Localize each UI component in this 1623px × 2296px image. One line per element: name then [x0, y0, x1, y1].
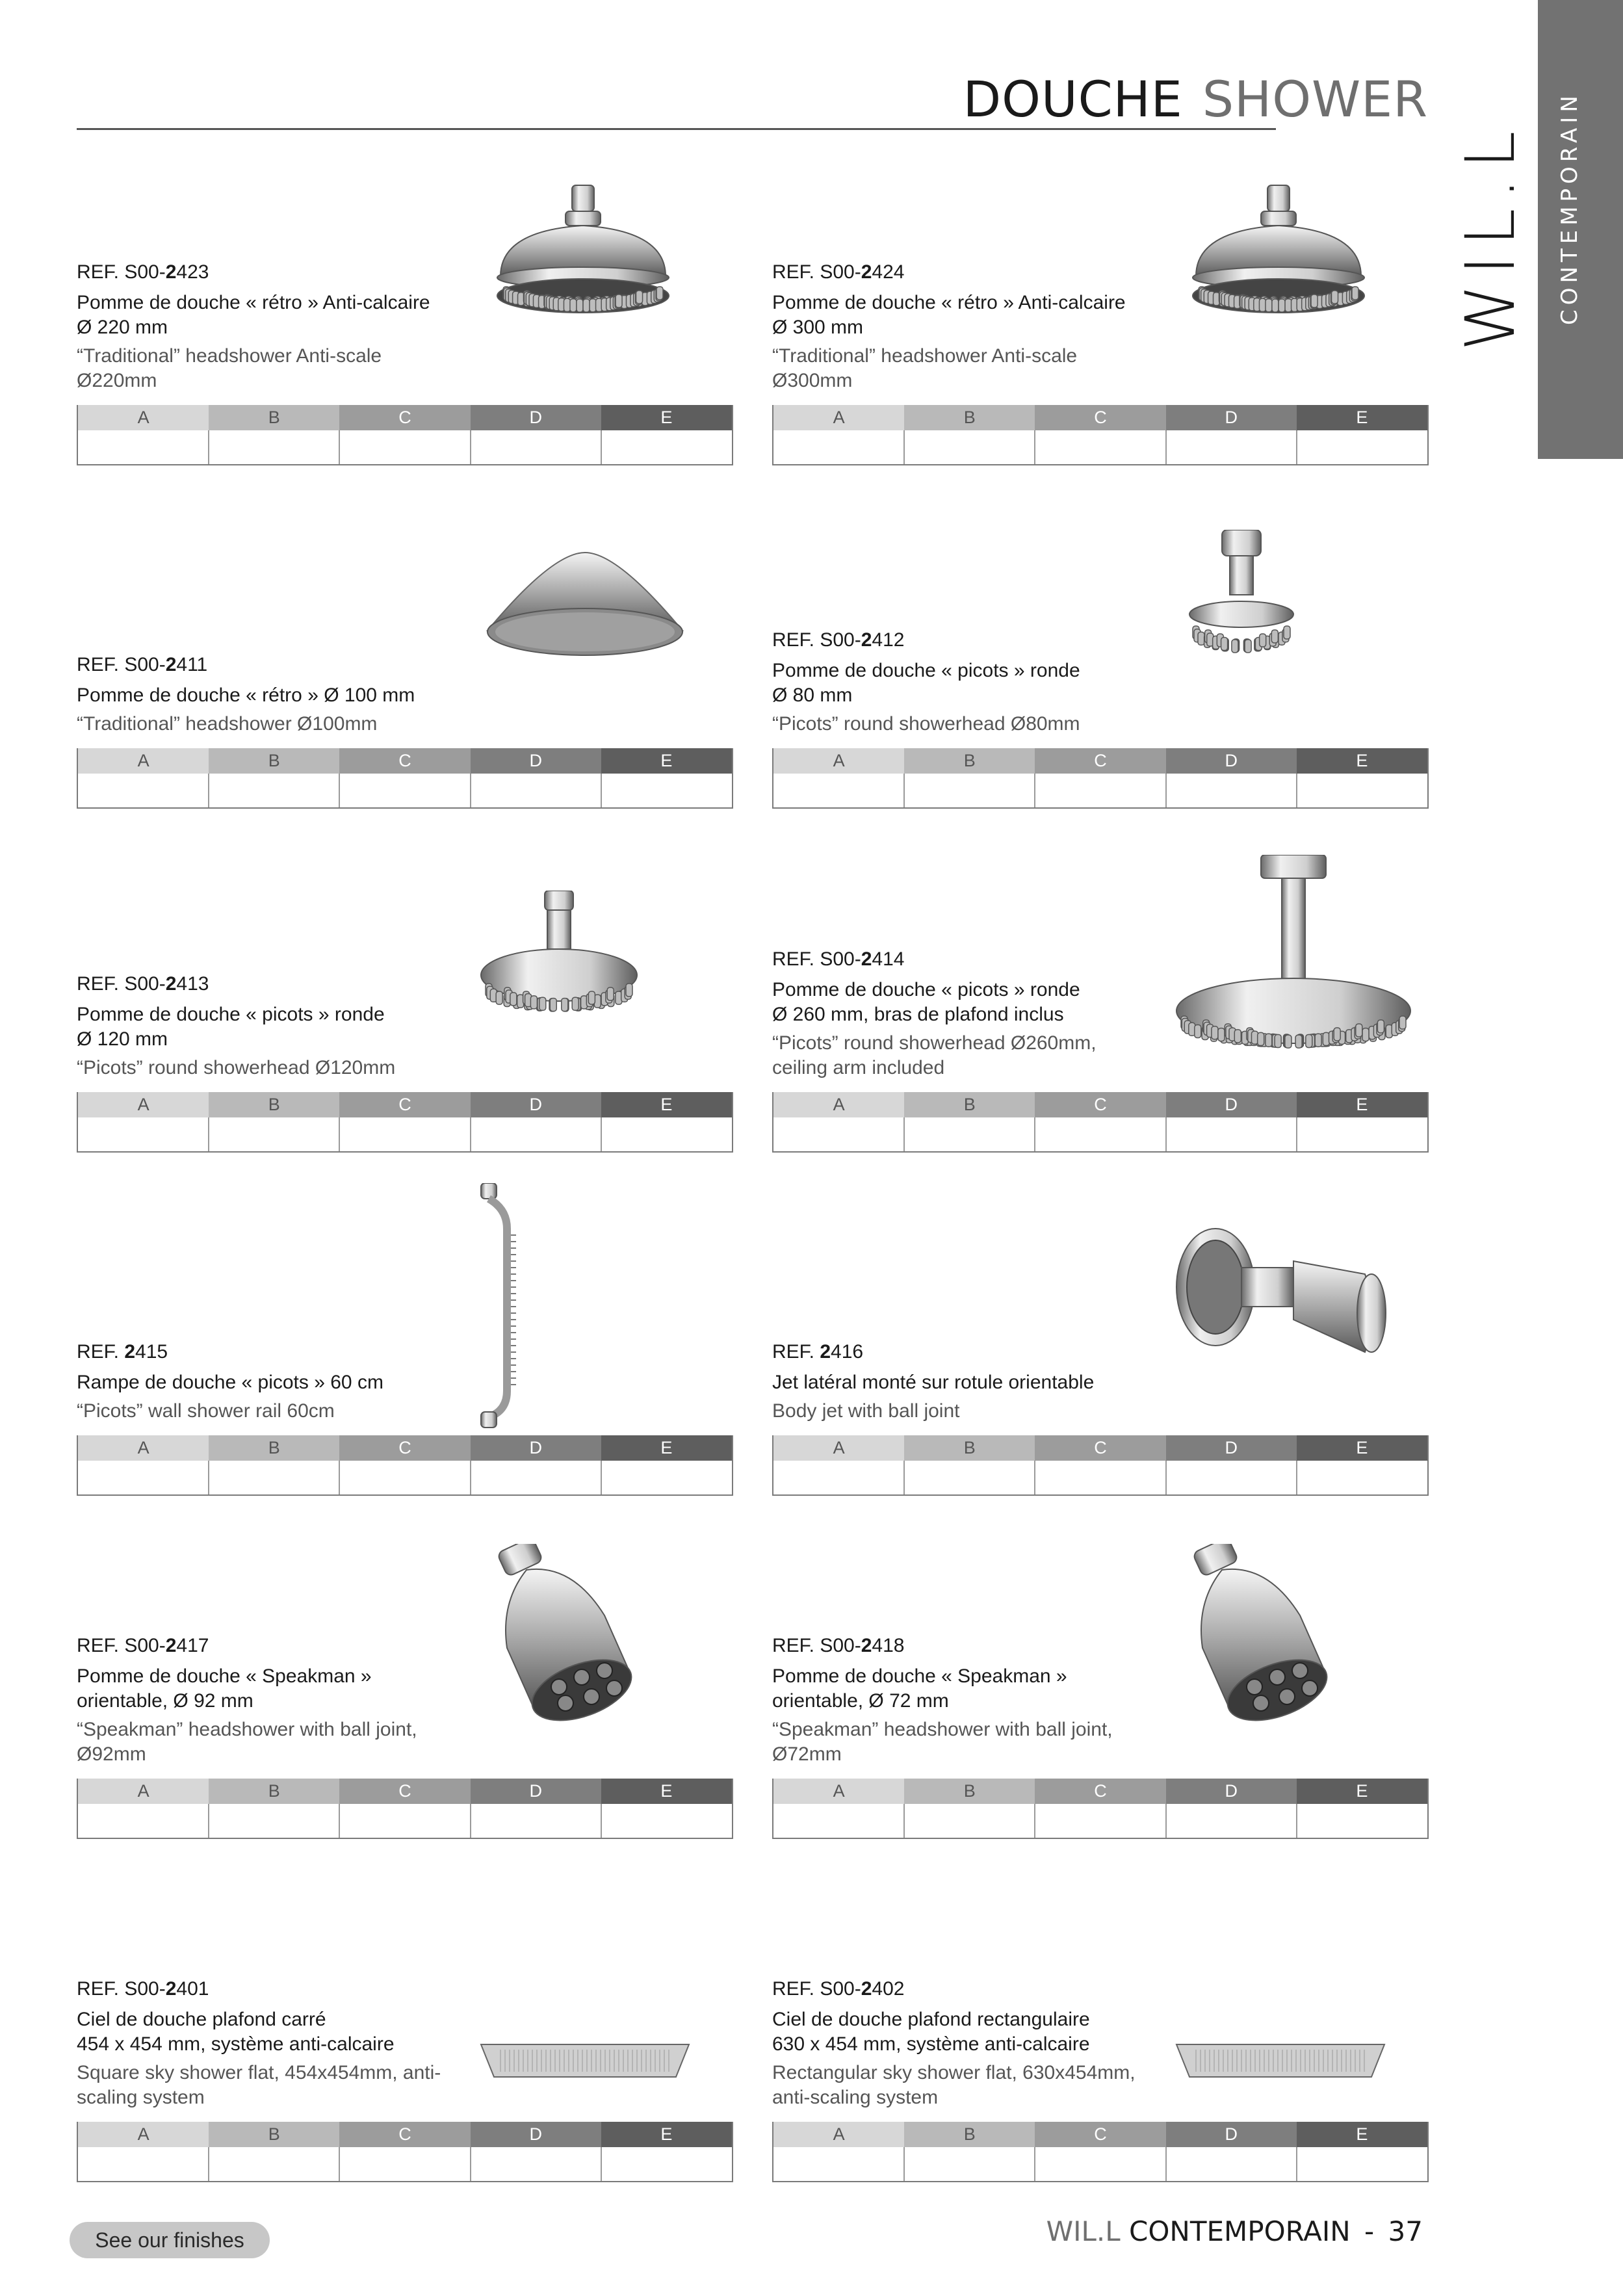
- finish-cell-b[interactable]: [905, 430, 1036, 464]
- finish-label-c: C: [339, 748, 470, 774]
- ref-bold: 2: [165, 1978, 177, 2000]
- finish-cell-e[interactable]: [1297, 774, 1427, 807]
- finish-cell-a[interactable]: [773, 774, 905, 807]
- finish-value-row: [773, 774, 1427, 807]
- ref-suffix: 401: [176, 1978, 209, 2000]
- product-desc-fr: Pomme de douche « rétro » Anti-calcaire Ø 300 mm: [772, 292, 1126, 338]
- finish-header-row: [78, 748, 732, 774]
- body-jet-icon: [1170, 1222, 1391, 1391]
- finish-label-a: A: [773, 1092, 904, 1117]
- ref-prefix: REF. S00-: [77, 654, 166, 675]
- finish-cell-d[interactable]: [471, 1117, 603, 1151]
- finish-label-a: A: [773, 1435, 904, 1461]
- product-desc-en: “Picots” wall shower rail 60cm: [77, 1400, 335, 1422]
- product-details: [77, 652, 493, 737]
- product-desc-en: “Traditional” headshower Ø100mm: [77, 713, 378, 735]
- ref-suffix: 414: [872, 948, 905, 970]
- finish-cell-a[interactable]: [773, 1804, 905, 1838]
- finish-label-b: B: [209, 1435, 339, 1461]
- finish-label-c: C: [339, 405, 470, 430]
- ref-prefix: REF. S00-: [772, 1635, 861, 1656]
- product-ref: [77, 1339, 493, 1365]
- ref-suffix: 418: [872, 1635, 905, 1656]
- product-ref: [772, 1976, 1188, 2002]
- product-desc-en: “Traditional” headshower Anti-scale Ø300mm: [772, 345, 1078, 391]
- product-desc-en: Body jet with ball joint: [772, 1400, 960, 1422]
- ref-prefix: REF. S00-: [772, 1978, 861, 2000]
- footer-section: CONTEMPORAIN: [1129, 2215, 1351, 2247]
- see-finishes-button[interactable]: See our finishes: [70, 2222, 270, 2258]
- finish-header-row: [773, 1092, 1427, 1117]
- finish-label-d: D: [471, 1092, 601, 1117]
- finish-table: [77, 748, 733, 809]
- finish-cell-c[interactable]: [340, 2147, 471, 2181]
- ref-bold: 2: [861, 261, 872, 283]
- product-desc-fr: Pomme de douche « picots » ronde Ø 120 mm: [77, 1004, 385, 1050]
- finish-label-d: D: [471, 748, 601, 774]
- finish-cell-a[interactable]: [773, 2147, 905, 2181]
- ref-bold: 2: [861, 629, 872, 651]
- finish-value-row: [78, 1461, 732, 1494]
- speakman-small-icon: [1170, 1544, 1352, 1732]
- finish-label-a: A: [78, 405, 209, 430]
- footer-brand: WIL.L: [1046, 2215, 1121, 2247]
- page-footer: [1046, 2215, 1423, 2247]
- finish-value-row: [773, 1461, 1427, 1494]
- finish-label-d: D: [1166, 748, 1297, 774]
- finish-label-e: E: [1297, 405, 1427, 430]
- finish-label-d: D: [1166, 1435, 1297, 1461]
- title-english: SHOWER: [1202, 70, 1428, 128]
- ref-bold: 2: [861, 1978, 872, 2000]
- finish-cell-e[interactable]: [602, 1117, 732, 1151]
- product-details: [772, 946, 1188, 1080]
- ref-prefix: REF. S00-: [77, 261, 166, 283]
- finish-label-e: E: [1297, 748, 1427, 774]
- product-desc-en: Square sky shower flat, 454x454mm, anti- scaling system: [77, 2062, 441, 2108]
- finish-cell-b[interactable]: [209, 1804, 341, 1838]
- finish-label-b: B: [209, 748, 339, 774]
- finish-table: [77, 1435, 733, 1496]
- finish-cell-d[interactable]: [471, 774, 603, 807]
- product-details: [772, 1633, 1188, 1767]
- finish-cell-a[interactable]: [78, 1804, 209, 1838]
- finish-label-a: A: [773, 2122, 904, 2147]
- ref-bold: 2: [165, 261, 177, 283]
- product-desc-fr: Ciel de douche plafond rectangulaire 630 x 454 mm, système anti-calcaire: [772, 2009, 1090, 2055]
- retro-headshower-icon: [474, 179, 695, 335]
- finish-label-d: D: [471, 1779, 601, 1804]
- finish-header-row: [773, 1779, 1427, 1804]
- finish-value-row: [78, 1117, 732, 1151]
- ref-suffix: 424: [872, 261, 905, 283]
- product-desc-en: “Picots” round showerhead Ø120mm: [77, 1057, 396, 1078]
- finish-cell-b[interactable]: [905, 1461, 1036, 1494]
- finish-cell-a[interactable]: [773, 1117, 905, 1151]
- finish-label-e: E: [601, 1435, 732, 1461]
- finish-value-row: [78, 430, 732, 464]
- finish-label-c: C: [1035, 1779, 1165, 1804]
- finish-cell-e[interactable]: [1297, 1461, 1427, 1494]
- finish-cell-b[interactable]: [905, 1117, 1036, 1151]
- finish-cell-c[interactable]: [340, 1117, 471, 1151]
- product-ref: [77, 1633, 493, 1659]
- finish-label-b: B: [904, 1779, 1035, 1804]
- finish-header-row: [78, 405, 732, 430]
- finish-label-c: C: [1035, 2122, 1165, 2147]
- title-divider: [77, 128, 1276, 130]
- product-desc-en: Rectangular sky shower flat, 630x454mm, anti-scaling system: [772, 2062, 1136, 2108]
- finish-value-row: [773, 1804, 1427, 1838]
- finish-value-row: [78, 1804, 732, 1838]
- finish-header-row: [773, 405, 1427, 430]
- finish-table: [772, 1779, 1429, 1839]
- finish-cell-d[interactable]: [471, 1461, 603, 1494]
- product-desc-fr: Ciel de douche plafond carré 454 x 454 mm, système anti-calcaire: [77, 2009, 395, 2055]
- product-ref: [772, 1633, 1188, 1659]
- finish-value-row: [773, 2147, 1427, 2181]
- finish-label-e: E: [601, 748, 732, 774]
- product-details: [772, 1976, 1188, 2110]
- picots-medium-icon: [474, 891, 643, 1040]
- finish-table: [77, 1779, 733, 1839]
- finish-label-e: E: [601, 1092, 732, 1117]
- finish-value-row: [773, 1117, 1427, 1151]
- finish-table: [772, 748, 1429, 809]
- finish-label-b: B: [904, 748, 1035, 774]
- product-desc-fr: Pomme de douche « Speakman » orientable, Ø 92 mm: [77, 1665, 372, 1712]
- finish-header-row: [78, 1779, 732, 1804]
- page-title: [963, 70, 1428, 128]
- picots-small-icon: [1170, 530, 1313, 679]
- finish-cell-b[interactable]: [209, 1117, 341, 1151]
- section-tab-label: CONTEMPORAIN: [1557, 91, 1583, 325]
- ref-bold: 2: [124, 1341, 136, 1363]
- finish-cell-b[interactable]: [209, 2147, 341, 2181]
- finish-cell-a[interactable]: [773, 430, 905, 464]
- product-desc-fr: Pomme de douche « rétro » Anti-calcaire Ø 220 mm: [77, 292, 430, 338]
- picots-ceiling-icon: [1170, 855, 1417, 1076]
- finish-table: [772, 1435, 1429, 1496]
- finish-cell-e[interactable]: [602, 430, 732, 464]
- finish-cell-e[interactable]: [1297, 1117, 1427, 1151]
- finish-label-b: B: [209, 2122, 339, 2147]
- ref-prefix: REF. S00-: [77, 1635, 166, 1656]
- ref-prefix: REF.: [772, 1341, 820, 1363]
- finish-label-c: C: [339, 1435, 470, 1461]
- finish-cell-e[interactable]: [1297, 430, 1427, 464]
- finish-label-a: A: [78, 1435, 209, 1461]
- ref-prefix: REF. S00-: [77, 1978, 166, 2000]
- finish-cell-c[interactable]: [340, 1461, 471, 1494]
- ref-bold: 2: [165, 654, 177, 675]
- finish-cell-c[interactable]: [1035, 774, 1167, 807]
- finish-label-c: C: [1035, 748, 1165, 774]
- finish-cell-d[interactable]: [1167, 774, 1298, 807]
- finish-cell-b[interactable]: [905, 774, 1036, 807]
- finish-cell-b[interactable]: [905, 1804, 1036, 1838]
- square-sky-shower-icon: [474, 2038, 695, 2090]
- finish-label-e: E: [601, 2122, 732, 2147]
- finish-cell-e[interactable]: [602, 2147, 732, 2181]
- finish-label-e: E: [601, 405, 732, 430]
- product-ref: [772, 1339, 1188, 1365]
- finish-cell-d[interactable]: [1167, 1804, 1298, 1838]
- finish-cell-c[interactable]: [340, 1804, 471, 1838]
- finish-cell-c[interactable]: [340, 430, 471, 464]
- finish-cell-d[interactable]: [1167, 1461, 1298, 1494]
- finish-table: [772, 2122, 1429, 2182]
- finish-header-row: [773, 1435, 1427, 1461]
- finish-label-d: D: [1166, 1092, 1297, 1117]
- finish-cell-c[interactable]: [1035, 430, 1167, 464]
- finish-value-row: [78, 774, 732, 807]
- finish-label-d: D: [1166, 2122, 1297, 2147]
- finish-cell-d[interactable]: [471, 1804, 603, 1838]
- finish-table: [77, 2122, 733, 2182]
- finish-label-c: C: [339, 2122, 470, 2147]
- product-details: [77, 1633, 493, 1767]
- finish-table: [772, 405, 1429, 465]
- finish-label-a: A: [78, 748, 209, 774]
- ref-bold: 2: [861, 1635, 872, 1656]
- finish-cell-a[interactable]: [773, 1461, 905, 1494]
- rect-sky-shower-icon: [1170, 2038, 1391, 2090]
- product-details: [772, 627, 1188, 737]
- product-details: [77, 259, 493, 393]
- ref-prefix: REF. S00-: [772, 948, 861, 970]
- finish-cell-a[interactable]: [78, 1117, 209, 1151]
- finish-cell-a[interactable]: [78, 430, 209, 464]
- product-ref: [77, 652, 493, 678]
- page-number: 37: [1388, 2215, 1423, 2247]
- product-desc-en: “Traditional” headshower Anti-scale Ø220mm: [77, 345, 382, 391]
- dome-headshower-icon: [474, 546, 695, 663]
- finish-table: [77, 405, 733, 465]
- finish-cell-a[interactable]: [78, 2147, 209, 2181]
- product-details: [772, 259, 1188, 393]
- product-desc-en: “Picots” round showerhead Ø80mm: [772, 713, 1080, 735]
- finish-cell-e[interactable]: [1297, 1804, 1427, 1838]
- finish-cell-b[interactable]: [209, 1461, 341, 1494]
- product-details: [772, 1339, 1188, 1424]
- finish-label-d: D: [1166, 405, 1297, 430]
- finish-cell-c[interactable]: [340, 774, 471, 807]
- finish-cell-b[interactable]: [905, 2147, 1036, 2181]
- ref-suffix: 411: [176, 654, 208, 675]
- finish-cell-e[interactable]: [1297, 2147, 1427, 2181]
- finish-label-d: D: [1166, 1779, 1297, 1804]
- finish-cell-d[interactable]: [1167, 2147, 1298, 2181]
- finish-table: [772, 1092, 1429, 1153]
- finish-label-e: E: [1297, 1779, 1427, 1804]
- finish-label-a: A: [78, 1779, 209, 1804]
- product-desc-fr: Pomme de douche « rétro » Ø 100 mm: [77, 685, 415, 706]
- ref-suffix: 412: [872, 629, 905, 651]
- product-details: [77, 1339, 493, 1424]
- finish-cell-c[interactable]: [1035, 1117, 1167, 1151]
- product-ref: [77, 259, 493, 285]
- finish-header-row: [773, 748, 1427, 774]
- product-desc-en: “Speakman” headshower with ball joint, Ø72mm: [772, 1719, 1113, 1765]
- finish-label-b: B: [904, 1435, 1035, 1461]
- product-desc-fr: Rampe de douche « picots » 60 cm: [77, 1372, 383, 1393]
- finish-label-b: B: [904, 405, 1035, 430]
- finish-cell-e[interactable]: [602, 1461, 732, 1494]
- product-ref: [77, 1976, 493, 2002]
- footer-separator: -: [1364, 2215, 1375, 2247]
- product-ref: [77, 971, 493, 997]
- finish-table: [77, 1092, 733, 1153]
- finish-label-a: A: [773, 405, 904, 430]
- finish-label-d: D: [471, 1435, 601, 1461]
- finish-cell-e[interactable]: [602, 774, 732, 807]
- finish-cell-c[interactable]: [1035, 2147, 1167, 2181]
- ref-prefix: REF. S00-: [772, 629, 861, 651]
- finish-label-c: C: [1035, 1435, 1165, 1461]
- finish-cell-d[interactable]: [471, 2147, 603, 2181]
- product-desc-fr: Pomme de douche « picots » ronde Ø 80 mm: [772, 660, 1080, 706]
- ref-bold: 2: [820, 1341, 831, 1363]
- ref-suffix: 417: [176, 1635, 209, 1656]
- finish-cell-d[interactable]: [471, 430, 603, 464]
- finish-cell-a[interactable]: [78, 774, 209, 807]
- finish-label-c: C: [1035, 1092, 1165, 1117]
- finish-label-a: A: [78, 2122, 209, 2147]
- speakman-headshower-icon: [474, 1544, 656, 1732]
- ref-bold: 2: [165, 973, 177, 995]
- ref-bold: 2: [165, 1635, 177, 1656]
- finish-cell-b[interactable]: [209, 430, 341, 464]
- ref-suffix: 402: [872, 1978, 905, 2000]
- finish-label-b: B: [904, 2122, 1035, 2147]
- retro-headshower-large-icon: [1170, 179, 1391, 335]
- finish-header-row: [78, 1435, 732, 1461]
- finish-label-e: E: [1297, 2122, 1427, 2147]
- ref-prefix: REF.: [77, 1341, 125, 1363]
- finish-label-b: B: [209, 405, 339, 430]
- product-desc-fr: Jet latéral monté sur rotule orientable: [772, 1372, 1095, 1393]
- finish-value-row: [78, 2147, 732, 2181]
- ref-bold: 2: [861, 948, 872, 970]
- product-ref: [772, 259, 1188, 285]
- finish-value-row: [773, 430, 1427, 464]
- product-desc-en: “Picots” round showerhead Ø260mm, ceiling arm included: [772, 1032, 1097, 1078]
- ref-suffix: 413: [176, 973, 209, 995]
- product-details: [77, 971, 493, 1080]
- product-ref: [772, 627, 1188, 653]
- ref-suffix: 423: [176, 261, 209, 283]
- finish-cell-d[interactable]: [1167, 430, 1298, 464]
- finish-label-a: A: [78, 1092, 209, 1117]
- finish-label-a: A: [773, 748, 904, 774]
- finish-label-e: E: [1297, 1092, 1427, 1117]
- finish-cell-a[interactable]: [78, 1461, 209, 1494]
- finish-label-d: D: [471, 405, 601, 430]
- finish-cell-c[interactable]: [1035, 1804, 1167, 1838]
- brand-logo: WIL.L: [1451, 122, 1530, 351]
- finish-cell-d[interactable]: [1167, 1117, 1298, 1151]
- product-desc-en: “Speakman” headshower with ball joint, Ø92mm: [77, 1719, 417, 1765]
- ref-suffix: 416: [831, 1341, 864, 1363]
- product-ref: [772, 946, 1188, 972]
- ref-prefix: REF. S00-: [772, 261, 861, 283]
- finish-cell-c[interactable]: [1035, 1461, 1167, 1494]
- finish-header-row: [78, 1092, 732, 1117]
- finish-label-d: D: [471, 2122, 601, 2147]
- ref-prefix: REF. S00-: [77, 973, 166, 995]
- finish-label-c: C: [1035, 405, 1165, 430]
- product-details: [77, 1976, 493, 2110]
- finish-label-c: C: [339, 1779, 470, 1804]
- finish-cell-e[interactable]: [602, 1804, 732, 1838]
- product-desc-fr: Pomme de douche « Speakman » orientable, Ø 72 mm: [772, 1665, 1067, 1712]
- finish-header-row: [773, 2122, 1427, 2147]
- finish-label-c: C: [339, 1092, 470, 1117]
- finish-label-e: E: [1297, 1435, 1427, 1461]
- finish-label-b: B: [209, 1779, 339, 1804]
- finish-label-b: B: [904, 1092, 1035, 1117]
- ref-suffix: 415: [135, 1341, 168, 1363]
- finish-label-b: B: [209, 1092, 339, 1117]
- finish-label-e: E: [601, 1779, 732, 1804]
- finish-cell-b[interactable]: [209, 774, 341, 807]
- finish-label-a: A: [773, 1779, 904, 1804]
- title-french: DOUCHE: [963, 70, 1183, 128]
- finish-header-row: [78, 2122, 732, 2147]
- product-desc-fr: Pomme de douche « picots » ronde Ø 260 mm, bras de plafond inclus: [772, 979, 1080, 1025]
